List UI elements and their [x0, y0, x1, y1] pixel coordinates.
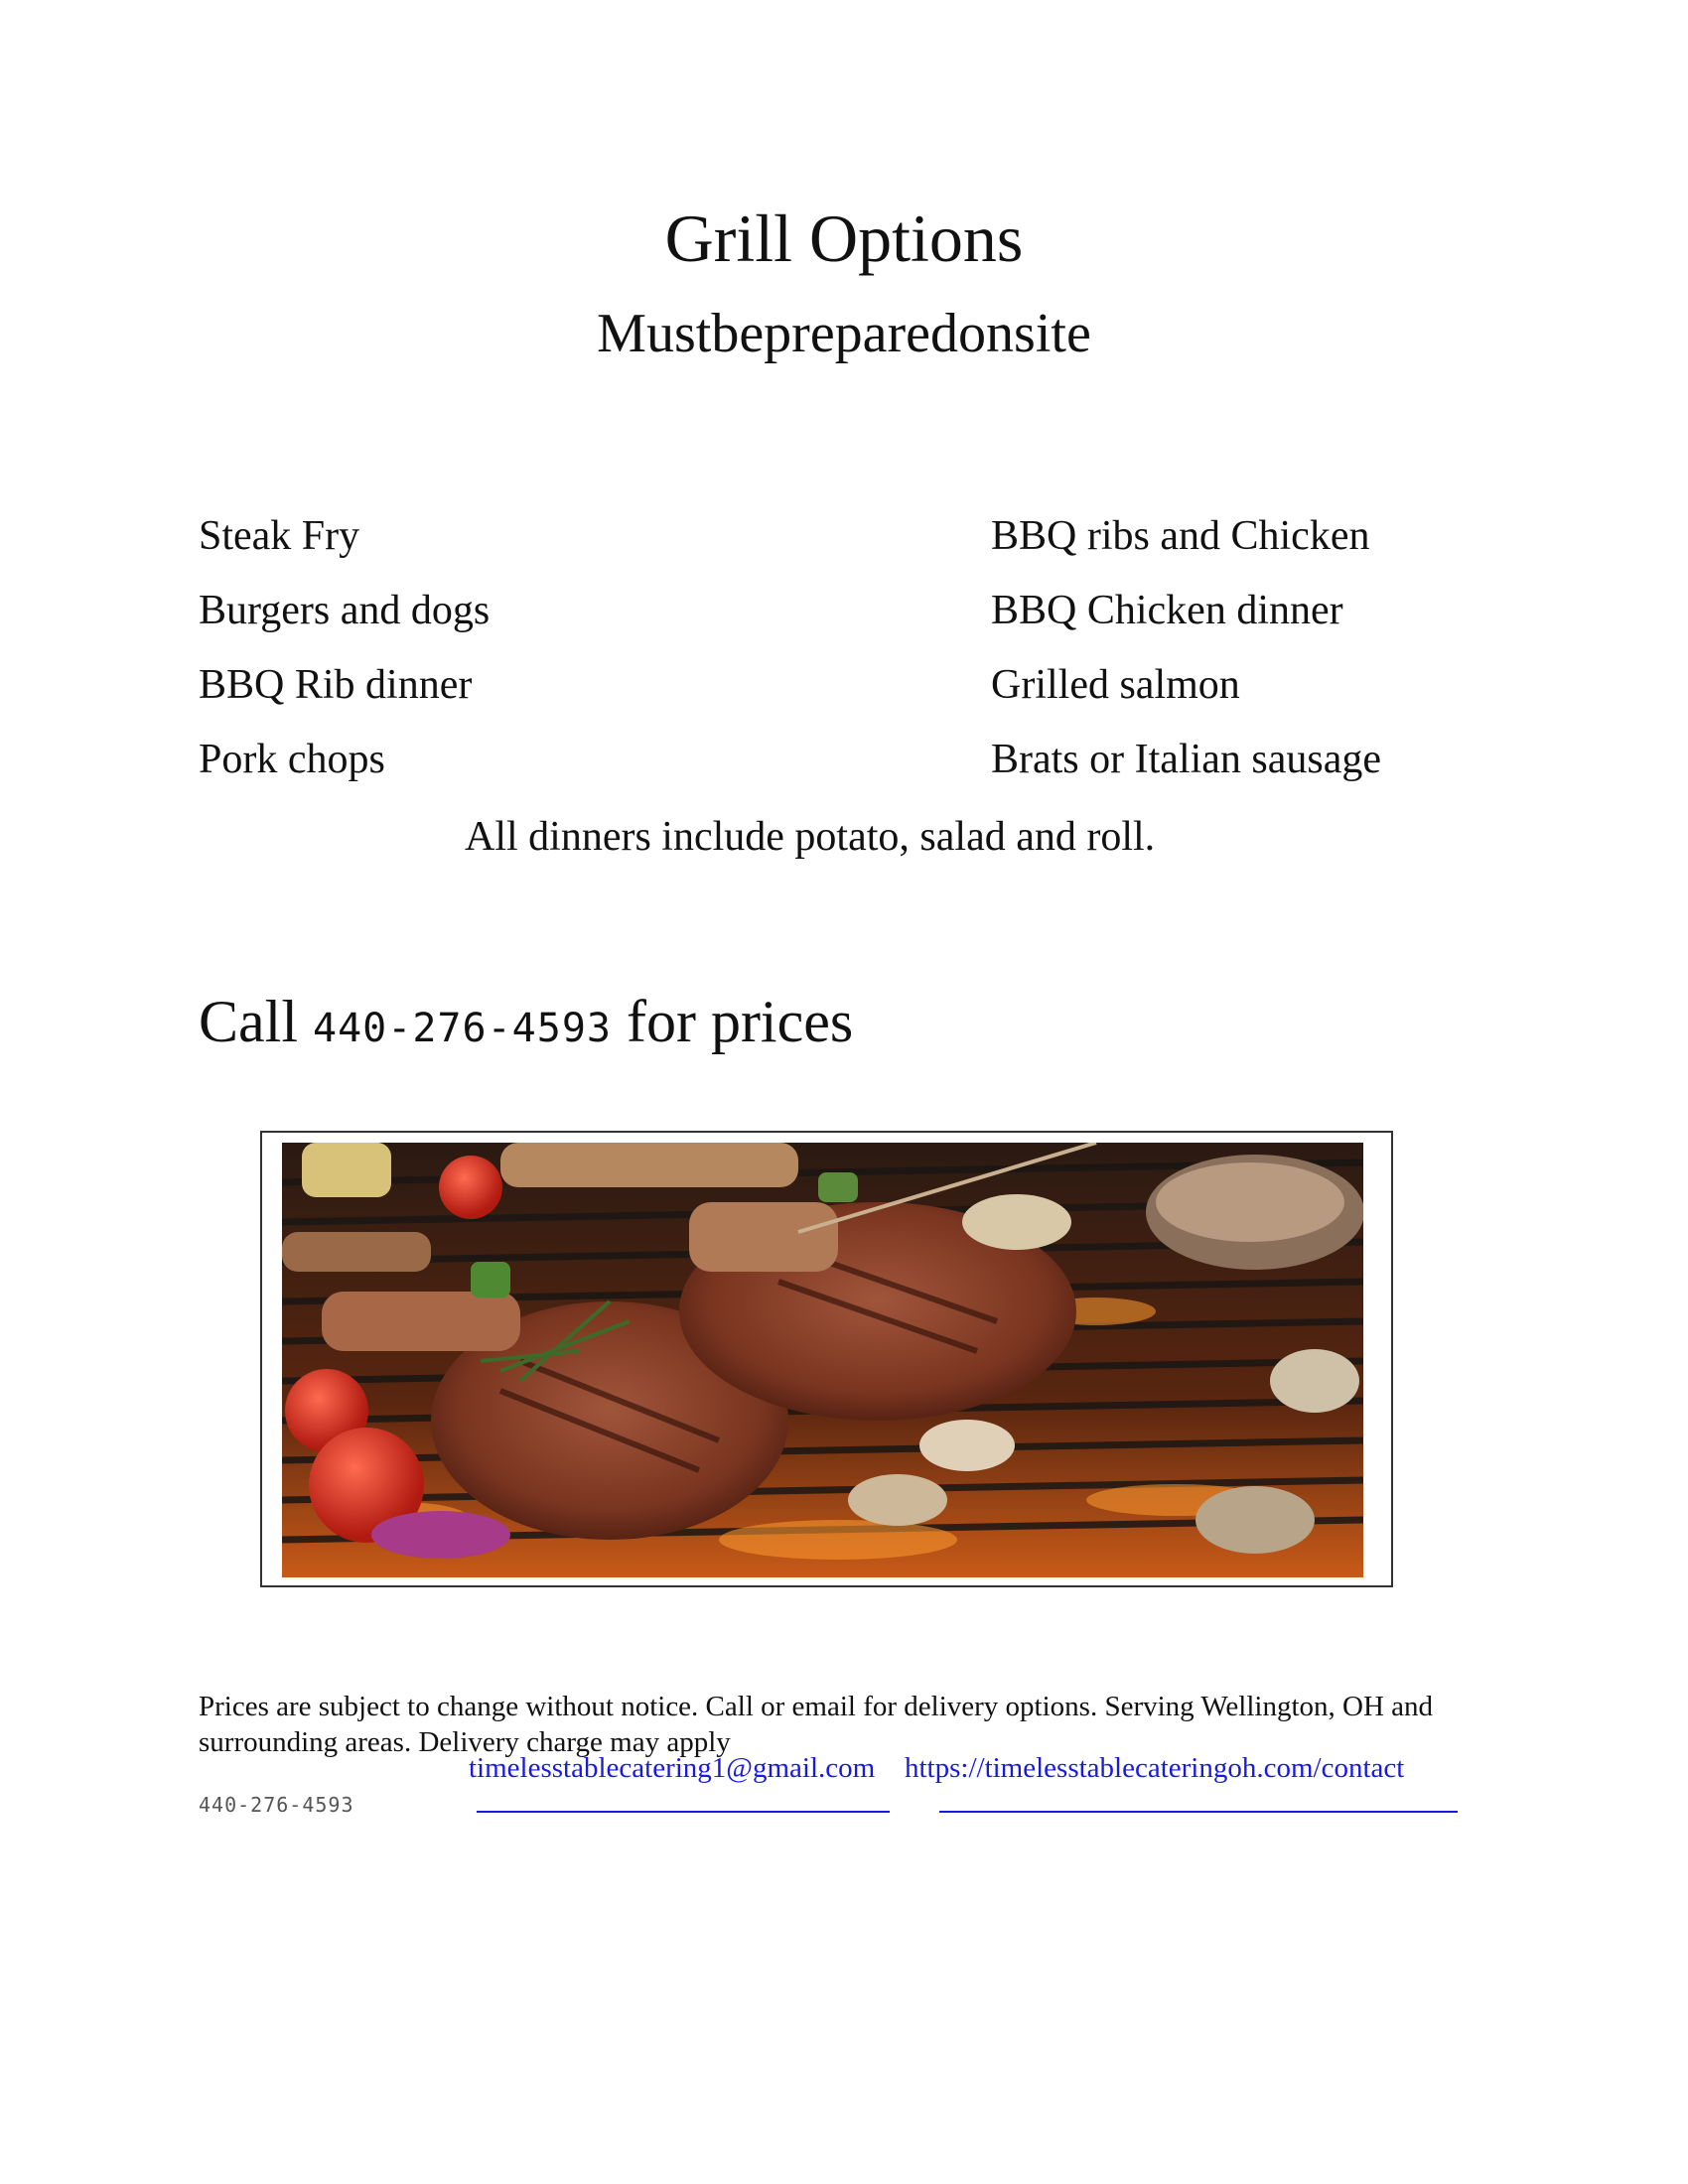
grill-photo: [282, 1143, 1363, 1577]
footer-phone: 440-276-4593: [199, 1793, 354, 1817]
contact-url-link[interactable]: https://timelesstablecateringoh.com/contact: [905, 1752, 1405, 1784]
call-prefix: Call: [199, 989, 298, 1054]
menu-item: BBQ Chicken dinner: [991, 588, 1343, 633]
grill-photo-frame: [260, 1131, 1393, 1587]
menu-item: BBQ ribs and Chicken: [991, 513, 1370, 559]
page-subtitle: Mustbepreparedonsite: [597, 303, 1091, 364]
includes-note: All dinners include potato, salad and roll.: [465, 814, 1156, 860]
footer-notice: Prices are subject to change without notice. Call or email for delivery options. Serving Wellington, OH and surrounding areas. Delivery charge may apply: [199, 1691, 1434, 1758]
call-suffix: for prices: [626, 989, 854, 1054]
call-phone: 440-276-4593: [313, 1006, 612, 1051]
url-underline: [939, 1811, 1458, 1813]
menu-item: Pork chops: [199, 737, 385, 782]
menu-item: BBQ Rib dinner: [199, 662, 473, 708]
email-underline: [477, 1811, 890, 1813]
menu-item: Grilled salmon: [991, 662, 1240, 708]
call-line: [199, 986, 853, 1064]
page-title: Grill Options: [664, 201, 1024, 276]
email-link[interactable]: timelesstablecatering1@gmail.com: [469, 1752, 876, 1784]
menu-item: Steak Fry: [199, 513, 360, 559]
grill-illustration: [282, 1143, 1363, 1577]
menu-item: Burgers and dogs: [199, 588, 491, 633]
menu-item: Brats or Italian sausage: [991, 737, 1382, 782]
